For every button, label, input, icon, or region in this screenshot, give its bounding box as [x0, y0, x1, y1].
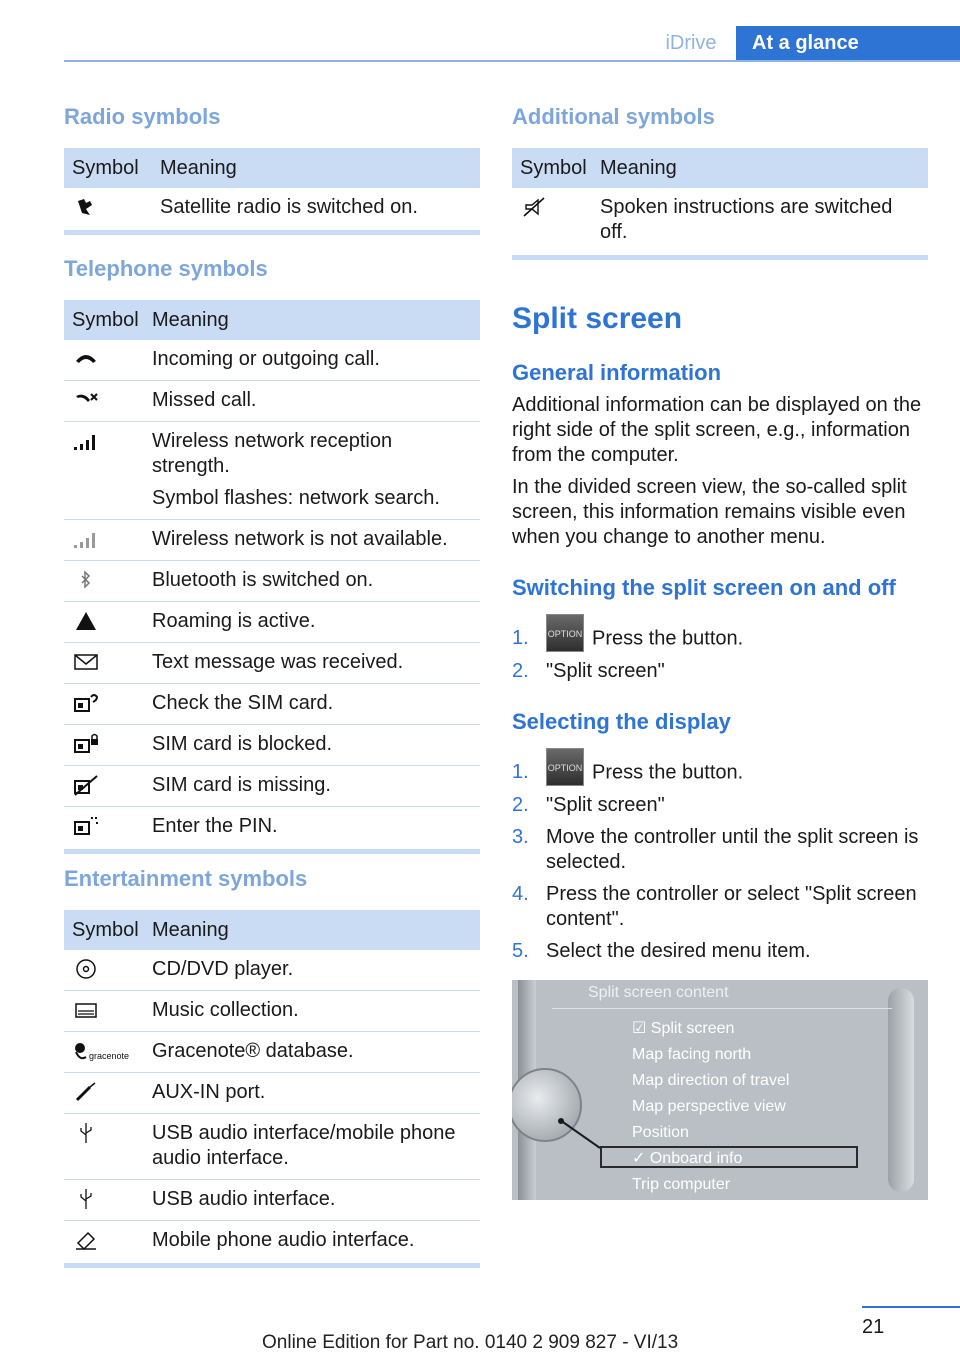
entertainment-symbols-table — [64, 910, 480, 1268]
row-meaning: Music collection. — [152, 999, 299, 1021]
row-meaning: Check the SIM card. — [152, 692, 334, 714]
satellite-radio-icon — [72, 195, 100, 219]
aux-in-icon — [72, 1080, 100, 1104]
col-meaning-header: Meaning — [600, 156, 677, 179]
step-number: 3. — [512, 826, 529, 848]
display-header: Split screen content — [588, 984, 729, 1001]
table-row — [64, 520, 480, 561]
split-screen-title: Split screen — [512, 302, 683, 335]
header-section-tab: iDrive — [665, 32, 717, 54]
col-meaning-header: Meaning — [152, 918, 229, 941]
step-number: 2. — [512, 660, 529, 682]
list-item — [512, 659, 928, 684]
sim-check-icon — [72, 691, 100, 715]
step-text: Press the button. — [592, 761, 744, 784]
row-meaning: Incoming or outgoing call. — [152, 348, 380, 370]
row-meaning: AUX-IN port. — [152, 1081, 266, 1103]
row-meaning: USB audio interface/mobile phone audio interface. — [152, 1122, 456, 1169]
table-row — [64, 1221, 480, 1268]
telephone-symbols-table — [64, 300, 480, 854]
step-number: 1. — [512, 761, 529, 783]
additional-symbols-table — [512, 148, 928, 260]
table-row — [64, 1114, 480, 1180]
col-symbol-header: Symbol — [520, 156, 587, 179]
row-meaning: USB audio interface. — [152, 1188, 336, 1210]
step-number: 1. — [512, 627, 529, 649]
menu-item: ✓ Onboard info — [632, 1150, 743, 1167]
step-number: 5. — [512, 940, 529, 962]
table-header — [64, 148, 480, 188]
switching-title: Switching the split screen on and off — [512, 575, 896, 600]
usb-icon — [72, 1121, 100, 1145]
table-row — [64, 1180, 480, 1221]
pin-entry-icon — [72, 814, 100, 838]
selected-menu-highlight — [600, 1146, 858, 1168]
entertainment-symbols-title: Entertainment symbols — [64, 866, 308, 891]
sim-blocked-icon — [72, 732, 100, 756]
pointer-line-icon — [558, 1118, 608, 1158]
gracenote-icon — [72, 1039, 142, 1063]
row-meaning: Missed call. — [152, 389, 257, 411]
envelope-icon — [72, 650, 100, 674]
missed-call-icon — [72, 388, 100, 412]
col-symbol-header: Symbol — [72, 156, 139, 179]
table-row — [64, 381, 480, 422]
table-row — [64, 1032, 480, 1073]
page-number: 21 — [862, 1316, 885, 1338]
option-button-icon: OPTION — [546, 748, 584, 786]
row-meaning: Bluetooth is switched on. — [152, 569, 374, 591]
mobile-audio-icon — [72, 1228, 100, 1252]
radio-symbols-title: Radio symbols — [64, 104, 221, 129]
footer-rule — [862, 1306, 960, 1308]
table-header — [64, 300, 480, 340]
row-meaning: CD/DVD player. — [152, 958, 294, 980]
table-row — [64, 684, 480, 725]
table-row — [64, 807, 480, 854]
row-meaning: Satellite radio is switched on. — [160, 196, 418, 218]
menu-item: Map perspective view — [632, 1098, 786, 1115]
list-item — [512, 626, 928, 652]
step-text: Select the desired menu item. — [546, 940, 811, 962]
table-row — [64, 561, 480, 602]
selecting-steps — [512, 760, 928, 971]
list-item — [512, 882, 928, 932]
table-row — [512, 188, 928, 260]
phone-call-icon — [72, 347, 100, 371]
row-meaning: Text message was received. — [152, 651, 404, 673]
step-text: Press the controller or select "Split screen content". — [546, 883, 917, 930]
col-meaning-header: Meaning — [160, 156, 237, 179]
footer-edition: Online Edition for Part no. 0140 2 909 827 - VI/13 — [262, 1332, 679, 1353]
selecting-display-title: Selecting the display — [512, 709, 731, 734]
list-item — [512, 825, 928, 875]
signal-unavailable-icon — [72, 527, 100, 551]
cd-dvd-icon — [72, 957, 100, 981]
switching-steps — [512, 626, 928, 691]
row-meaning — [152, 429, 480, 511]
step-text: Move the controller until the split screen is selected. — [546, 826, 919, 873]
row-meaning: Mobile phone audio interface. — [152, 1229, 415, 1251]
row-meaning: Wireless network is not available. — [152, 528, 448, 550]
table-row — [64, 991, 480, 1032]
table-row — [64, 602, 480, 643]
table-row — [64, 422, 480, 520]
col-symbol-header: Symbol — [72, 918, 139, 941]
additional-symbols-title: Additional symbols — [512, 104, 715, 129]
bluetooth-icon — [72, 568, 100, 592]
table-row — [64, 188, 480, 235]
split-screen-content-display — [512, 980, 928, 1200]
list-item — [512, 760, 928, 786]
list-item — [512, 939, 928, 964]
general-paragraph-2: In the divided screen view, the so-called split screen, this information remains visible even when you change to another menu. — [512, 476, 907, 548]
menu-item: ☑ Split screen — [632, 1020, 735, 1037]
step-text: Press the button. — [592, 627, 744, 650]
menu-item: Trip computer — [632, 1176, 731, 1193]
table-row — [64, 950, 480, 991]
step-number: 4. — [512, 883, 529, 905]
row-meaning: Gracenote® database. — [152, 1040, 354, 1062]
table-row — [64, 340, 480, 381]
table-header — [64, 910, 480, 950]
col-symbol-header: Symbol — [72, 308, 139, 331]
display-right-frame — [888, 988, 914, 1192]
col-meaning-header: Meaning — [152, 308, 229, 331]
row-meaning: Roaming is active. — [152, 610, 316, 632]
menu-item: Map facing north — [632, 1046, 752, 1063]
spoken-off-icon — [520, 195, 548, 219]
row-meaning: Enter the PIN. — [152, 815, 278, 837]
option-button-icon: OPTION — [546, 614, 584, 652]
music-collection-icon — [72, 998, 100, 1022]
row-meaning-note: Symbol flashes: network search. — [152, 487, 440, 509]
table-row — [64, 643, 480, 684]
menu-item: Position — [632, 1124, 689, 1141]
row-meaning-text: Wireless network reception strength. — [152, 430, 393, 477]
roaming-icon — [72, 609, 100, 633]
radio-symbols-table — [64, 148, 480, 235]
usb-icon — [72, 1187, 100, 1211]
general-paragraph-1: Additional information can be displayed on the right side of the split screen, e.g., information from the computer. — [512, 394, 922, 466]
telephone-symbols-title: Telephone symbols — [64, 256, 268, 281]
step-number: 2. — [512, 794, 529, 816]
step-text: "Split screen" — [546, 660, 665, 682]
display-header-rule — [552, 1008, 892, 1009]
header-rule — [64, 60, 960, 62]
header-chapter-tab: At a glance — [736, 26, 960, 61]
table-header — [512, 148, 928, 188]
table-row — [64, 725, 480, 766]
row-meaning: SIM card is missing. — [152, 774, 331, 796]
table-row — [64, 766, 480, 807]
step-text: "Split screen" — [546, 794, 665, 816]
general-information-title: General information — [512, 360, 722, 385]
menu-item: Map direction of travel — [632, 1072, 790, 1089]
row-meaning: Spoken instructions are switched off. — [600, 196, 893, 243]
row-meaning: SIM card is blocked. — [152, 733, 333, 755]
sim-missing-icon — [72, 773, 100, 797]
table-row — [64, 1073, 480, 1114]
signal-strength-icon — [72, 429, 100, 453]
gracenote-logo-text: gracenote — [89, 1051, 130, 1061]
list-item — [512, 793, 928, 818]
display-menu — [632, 1016, 789, 1198]
